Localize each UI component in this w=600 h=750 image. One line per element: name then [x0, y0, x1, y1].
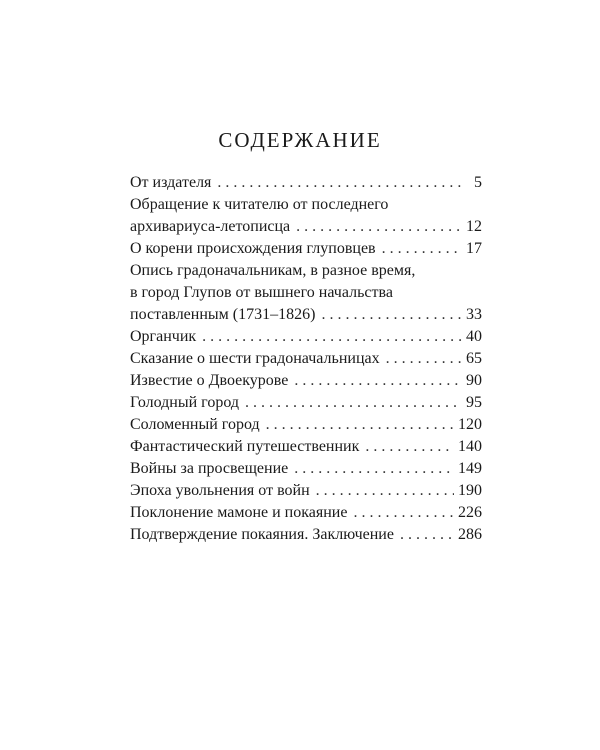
table-of-contents [130, 172, 482, 546]
toc-entry-row [130, 172, 482, 194]
toc-page-number: 17 [466, 240, 482, 257]
toc-dot-leader [400, 524, 454, 546]
toc-entry [130, 524, 482, 546]
toc-entry-row [130, 304, 482, 326]
toc-entry [130, 194, 482, 238]
toc-dot-leader [353, 502, 454, 524]
toc-entry-row [130, 502, 482, 524]
page-title: СОДЕРЖАНИЕ [218, 128, 382, 152]
toc-entry-title: поставленным (1731–1826) [130, 306, 316, 323]
toc-entry-title: Соломенный город [130, 416, 260, 433]
toc-dot-leader [386, 348, 462, 370]
toc-entry-row [130, 392, 482, 414]
toc-dot-leader [382, 238, 462, 260]
toc-entry-title: Голодный город [130, 394, 240, 411]
toc-page-number: 149 [458, 460, 482, 477]
toc-dot-leader [316, 480, 454, 502]
toc-entry-title: Известие о Двоекурове [130, 372, 289, 389]
toc-dot-leader [296, 216, 462, 238]
toc-entry-row [130, 238, 482, 260]
toc-entry-title: Войны за просвещение [130, 460, 289, 477]
toc-entry [130, 502, 482, 524]
toc-entry [130, 172, 482, 194]
toc-page-number: 120 [458, 416, 482, 433]
toc-entry [130, 348, 482, 370]
toc-entry-title: Поклонение мамоне и покаяние [130, 504, 348, 521]
toc-entry-row [130, 370, 482, 392]
toc-dot-leader [294, 458, 454, 480]
toc-page-number: 90 [466, 372, 482, 389]
toc-entry [130, 260, 482, 326]
toc-entry [130, 480, 482, 502]
toc-entry-title: От издателя [130, 174, 212, 191]
toc-page-number: 95 [466, 394, 482, 411]
toc-entry [130, 458, 482, 480]
toc-page-number: 5 [474, 174, 482, 191]
toc-page-number: 12 [466, 218, 482, 235]
toc-page-number: 40 [466, 328, 482, 345]
toc-entry-title: Подтверждение покаяния. Заключение [130, 526, 394, 543]
toc-entry-title: Органчик [130, 328, 197, 345]
toc-dot-leader [321, 304, 462, 326]
toc-dot-leader [294, 370, 462, 392]
toc-entry-row [130, 524, 482, 546]
toc-entry-title: Сказание о шести градоначальницах [130, 350, 380, 367]
toc-dot-leader [266, 414, 454, 436]
toc-entry [130, 370, 482, 392]
toc-entry-row [130, 458, 482, 480]
toc-entry-row [130, 480, 482, 502]
toc-page-number: 65 [466, 350, 482, 367]
toc-page-number: 140 [458, 438, 482, 455]
toc-entry [130, 392, 482, 414]
toc-entry-title-line: Обращение к читателю от последнего [130, 196, 389, 213]
toc-entry-title: Фантастический путешественник [130, 438, 360, 455]
toc-page-number: 226 [458, 504, 482, 521]
toc-entry [130, 414, 482, 436]
toc-entry [130, 326, 482, 348]
toc-entry-row [130, 436, 482, 458]
toc-dot-leader [202, 326, 462, 348]
toc-entry [130, 436, 482, 458]
toc-page-number: 286 [458, 526, 482, 543]
toc-page-number: 33 [466, 306, 482, 323]
toc-dot-leader [217, 172, 462, 194]
toc-entry [130, 238, 482, 260]
toc-entry-title-line: Опись градоначальникам, в разное время, [130, 262, 416, 279]
toc-entry-title-line: в город Глупов от вышнего начальства [130, 284, 393, 301]
toc-entry-title: Эпоха увольнения от войн [130, 482, 310, 499]
toc-entry-row [130, 326, 482, 348]
toc-dot-leader [245, 392, 462, 414]
toc-entry-row [130, 216, 482, 238]
toc-page-number: 190 [458, 482, 482, 499]
toc-entry-title: О корени происхождения глуповцев [130, 240, 376, 257]
toc-dot-leader [365, 436, 454, 458]
toc-entry-row [130, 414, 482, 436]
toc-entry-title: архивариуса-летописца [130, 218, 291, 235]
toc-entry-row [130, 348, 482, 370]
